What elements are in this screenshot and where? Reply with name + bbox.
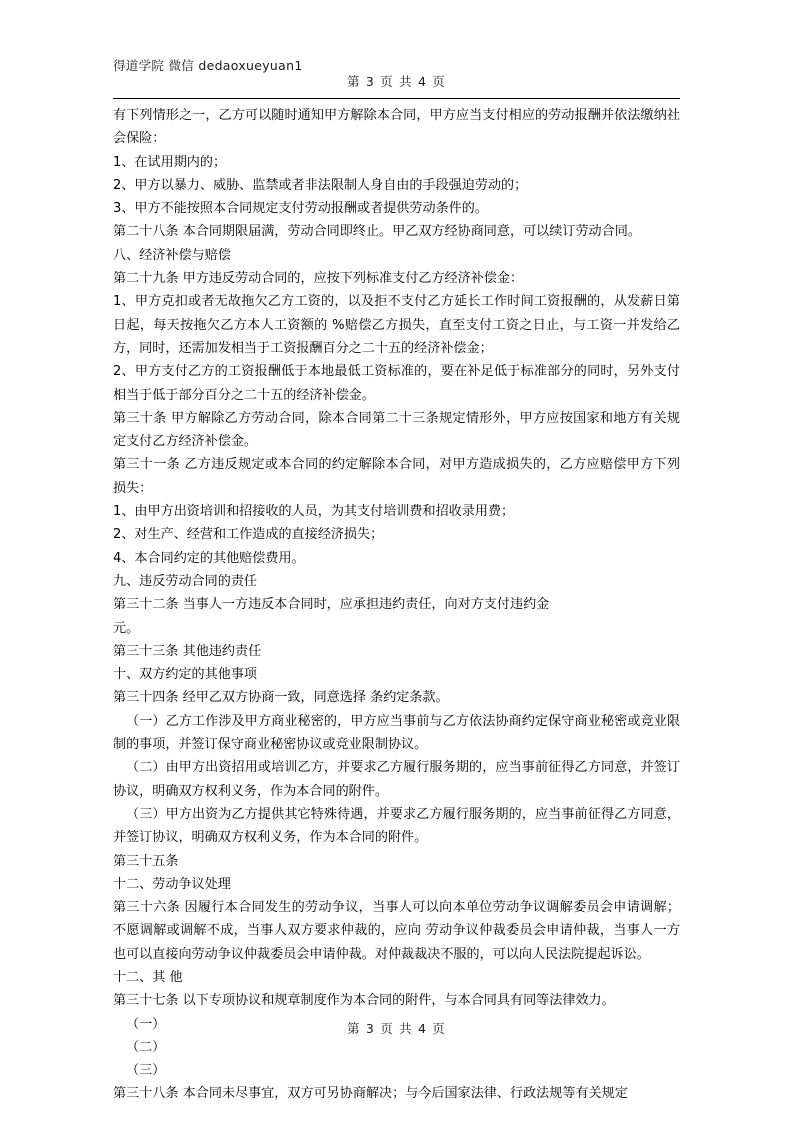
paragraph: 十、双方约定的其他事项 (113, 667, 258, 683)
paragraph: 第三十三条 其他违约责任 (113, 643, 262, 659)
header-divider (113, 98, 680, 99)
paragraph: 2、对生产、经营和工作造成的直接经济损失； (113, 527, 384, 543)
paragraph: 2、甲方支付乙方的工资报酬低于本地最低工资标准的，要在补足低于标准部分的同时，另外支付相当于低于部分百分之二十五的经济补偿金。 (113, 364, 680, 403)
paragraph: 1、由甲方出资培训和招接收的人员，为其支付培训费和招收录用费； (113, 504, 515, 520)
paragraph: 元。 (113, 620, 140, 636)
paragraph: 第三十七条 以下专项协议和规章制度作为本合同的附件，与本合同具有同等法律效力。 (113, 993, 615, 1009)
paragraph: 2、甲方以暴力、威胁、监禁或者非法限制人身自由的手段强迫劳动的； (113, 177, 528, 193)
paragraph: 十二、其 他 (113, 969, 183, 985)
paragraph: （三）甲方出资为乙方提供其它特殊待遇，并要求乙方履行服务期的，应当事前征得乙方同意，并签订协议，明确双方权利义务，作为本合同的附件。 (113, 806, 680, 846)
paragraph: 九、违反劳动合同的责任 (113, 573, 258, 589)
paragraph: 第三十条 甲方解除乙方劳动合同，除本合同第二十三条规定情形外，甲方应按国家和地方有关规定支付乙方经济补偿金。 (113, 410, 680, 450)
footer-page-number: 第 3 页 共 4 页 (347, 1021, 446, 1036)
paragraph: 八、经济补偿与赔偿 (113, 247, 231, 263)
paragraph: 第三十五条 (113, 853, 179, 869)
document-body (113, 104, 680, 1106)
paragraph: （二） (126, 1039, 166, 1055)
paragraph: 第二十八条 本合同期限届满，劳动合同即终止。甲乙双方经协商同意，可以续订劳动合同。 (113, 224, 641, 240)
paragraph: 第三十四条 经甲乙双方协商一致，同意选择 条约定条款。 (113, 690, 449, 706)
paragraph: 1、在试用期内的； (113, 154, 227, 170)
watermark-text: 得道学院 微信 dedaoxueyuan1 (113, 58, 303, 73)
paragraph: 第三十八条 本合同未尽事宜，双方可另协商解决；与今后国家法律、行政法规等有关规定 (113, 1086, 628, 1102)
paragraph: 第三十六条 因履行本合同发生的劳动争议，当事人可以向本单位劳动争议调解委员会申请调解；不愿调解或调解不成，当事人双方要求仲裁的，应向 劳动争议仲裁委员会申请仲裁，当事人一方也可以直接向劳动争议仲裁委员会申请仲裁。对仲裁裁决不服的，可以向人民法院提起诉讼。 (113, 900, 680, 962)
paragraph: 十二、劳动争议处理 (113, 876, 231, 892)
paragraph: 有下列情形之一，乙方可以随时通知甲方解除本合同，甲方应当支付相应的劳动报酬并依法缴纳社会保险： (113, 108, 680, 147)
paragraph: （三） (126, 1063, 166, 1079)
paragraph: 第二十九条 甲方违反劳动合同的，应按下列标准支付乙方经济补偿金： (113, 271, 524, 287)
paragraph: 4、本合同约定的其他赔偿费用。 (113, 550, 305, 566)
paragraph: 第三十二条 当事人一方违反本合同时，应承担违约责任，向对方支付违约金 (113, 597, 550, 613)
paragraph: 3、甲方不能按照本合同规定支付劳动报酬或者提供劳动条件的。 (113, 201, 488, 217)
paragraph: 1、甲方克扣或者无故拖欠乙方工资的，以及拒不支付乙方延长工作时间工资报酬的，从发薪日第 日起，每天按拖欠乙方本人工资额的 %赔偿乙方损失，直至支付工资之日止，与工资一并发给乙方，同时，还需加发相当于工资报酬百分之二十五的经济补偿金； (113, 294, 680, 356)
paragraph: （一） (126, 1016, 166, 1032)
header-page-number: 第 3 页 共 4 页 (347, 74, 446, 89)
paragraph: （一）乙方工作涉及甲方商业秘密的，甲方应当事前与乙方依法协商约定保守商业秘密或竞业限制的事项，并签订保守商业秘密协议或竞业限制协议。 (113, 713, 680, 753)
paragraph: 第三十一条 乙方违反规定或本合同的约定解除本合同，对甲方造成损失的，乙方应赔偿甲方下列损失： (113, 457, 680, 496)
paragraph: （二）由甲方出资招用或培训乙方，并要求乙方履行服务期的，应当事前征得乙方同意，并签订协议，明确双方权利义务，作为本合同的附件。 (113, 760, 680, 799)
